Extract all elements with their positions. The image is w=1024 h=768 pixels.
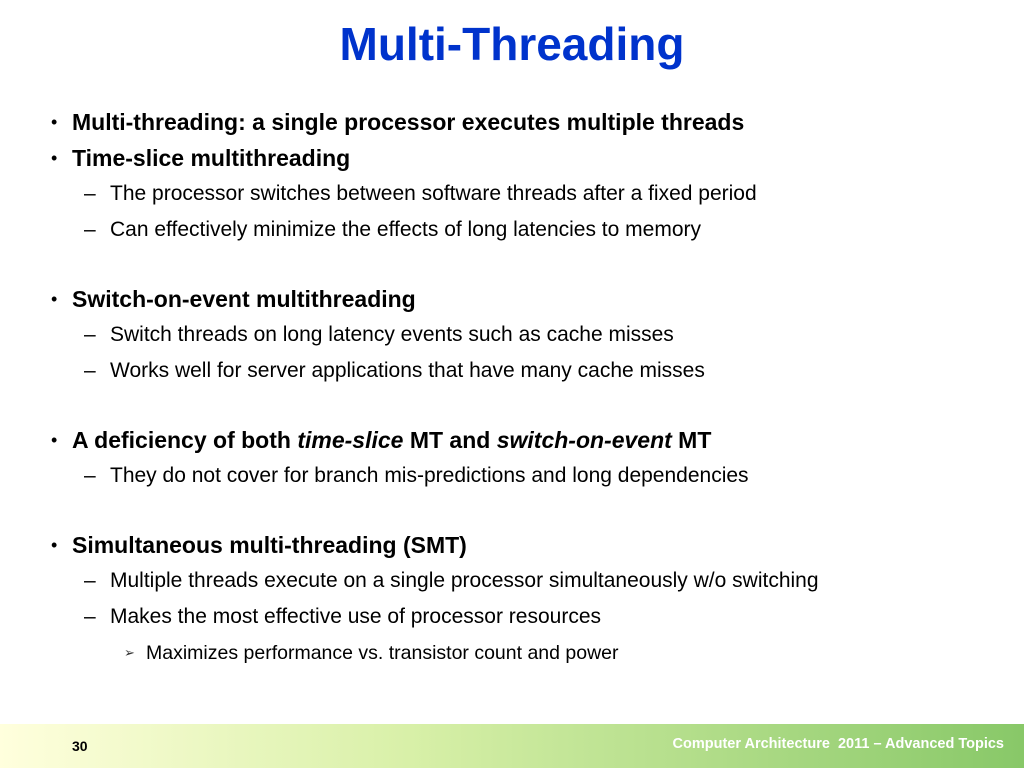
- sub-bullet-text: Works well for server applications that have many cache misses: [110, 359, 705, 382]
- bullet-dot-icon: •: [51, 430, 58, 450]
- sub-sub-bullet: [42, 635, 1002, 671]
- dash-icon: –: [84, 218, 96, 241]
- dash-icon: –: [84, 182, 96, 205]
- sub-bullet: [42, 563, 1002, 599]
- bullet-dot-icon: •: [51, 535, 58, 555]
- sub-bullet: [42, 317, 1002, 353]
- page-number: 30: [72, 738, 88, 754]
- spacer: [42, 389, 1002, 422]
- spacer: [42, 494, 1002, 527]
- dash-icon: –: [84, 569, 96, 592]
- sub-bullet-text: Multiple threads execute on a single processor simultaneously w/o switching: [110, 569, 819, 592]
- bullet-smt: [42, 527, 1002, 563]
- bullet-text: Multi-threading: a single processor executes multiple threads: [72, 109, 745, 135]
- bullet-time-slice: [42, 140, 1002, 176]
- dash-icon: –: [84, 464, 96, 487]
- bullet-switch-on-event: [42, 281, 1002, 317]
- bullet-deficiency: [42, 422, 1002, 458]
- sub-bullet: [42, 458, 1002, 494]
- slide-content: [42, 104, 1002, 671]
- bullet-dot-icon: •: [51, 112, 58, 132]
- bullet-text-part: MT: [671, 427, 712, 453]
- footer-title: Computer Architecture 2011 – Advanced Topics: [672, 736, 1004, 752]
- spacer: [42, 248, 1002, 281]
- dash-icon: –: [84, 605, 96, 628]
- dash-icon: –: [84, 359, 96, 382]
- bullet-dot-icon: •: [51, 148, 58, 168]
- sub-sub-bullet-text: Maximizes performance vs. transistor count and power: [146, 642, 619, 664]
- bullet-text: Time-slice multithreading: [72, 145, 351, 171]
- footer-bar: [0, 724, 1024, 768]
- bullet-text: Simultaneous multi-threading (SMT): [72, 532, 467, 558]
- sub-bullet: [42, 176, 1002, 212]
- sub-bullet-text: Makes the most effective use of processor resources: [110, 605, 601, 628]
- sub-bullet-text: They do not cover for branch mis-predictions and long dependencies: [110, 464, 749, 487]
- sub-bullet: [42, 212, 1002, 248]
- sub-bullet: [42, 599, 1002, 635]
- bullet-text-part: A deficiency of both: [72, 427, 298, 453]
- sub-bullet-text: The processor switches between software threads after a fixed period: [110, 182, 757, 205]
- slide-title: Multi-Threading: [339, 18, 685, 70]
- sub-bullet: [42, 353, 1002, 389]
- sub-bullet-text: Switch threads on long latency events such as cache misses: [110, 323, 674, 346]
- bullet-text: Switch-on-event multithreading: [72, 286, 416, 312]
- sub-bullet-text: Can effectively minimize the effects of long latencies to memory: [110, 218, 701, 241]
- bullet-text-italic: switch-on-event: [496, 427, 672, 453]
- arrow-bullet-icon: ➢: [124, 645, 135, 660]
- bullet-text-part: MT and: [403, 427, 497, 453]
- dash-icon: –: [84, 323, 96, 346]
- bullet-multi-threading: [42, 104, 1002, 140]
- bullet-text-italic: time-slice: [297, 427, 404, 453]
- bullet-dot-icon: •: [51, 289, 58, 309]
